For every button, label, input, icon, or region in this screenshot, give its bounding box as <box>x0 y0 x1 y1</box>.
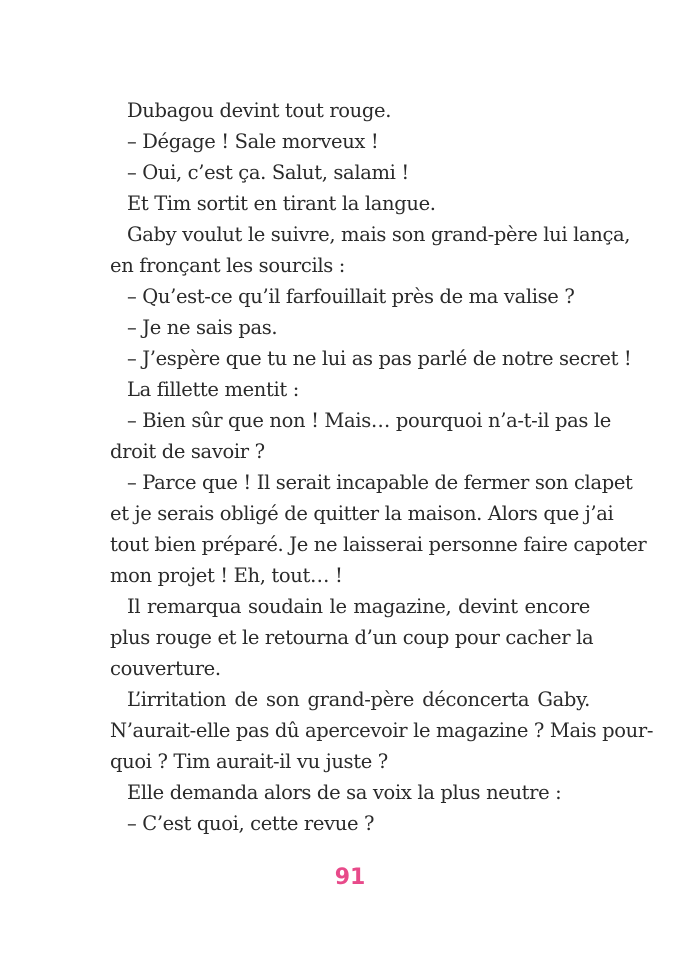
text-line: – Parce que ! Il serait incapable de fermer son clapet <box>127 471 633 494</box>
text-line: Elle demanda alors de sa voix la plus neutre : <box>127 781 562 804</box>
text-line: – Bien sûr que non ! Mais… pourquoi n’a-t-il pas le <box>127 409 611 432</box>
text-line: quoi ? Tim aurait-il vu juste ? <box>110 750 388 773</box>
text-line: Et Tim sortit en tirant la langue. <box>127 192 436 215</box>
text-line: Gaby voulut le suivre, mais son grand-père lui lança, <box>127 223 631 246</box>
text-line: en fronçant les sourcils : <box>110 254 345 277</box>
text-line: N’aurait-elle pas dû apercevoir le magazine ? Mais pour- <box>110 719 654 742</box>
text-line: La fillette mentit : <box>127 378 299 401</box>
text-line: – Dégage ! Sale morveux ! <box>127 130 379 153</box>
text-line: – C’est quoi, cette revue ? <box>127 812 375 835</box>
text-line: mon projet ! Eh, tout… ! <box>110 564 343 587</box>
text-line: Dubagou devint tout rouge. <box>127 99 392 122</box>
text-line: tout bien préparé. Je ne laisserai personne faire capoter <box>110 533 647 556</box>
text-line: Il remarqua soudain le magazine, devint encore <box>127 595 590 618</box>
page-number: 91 <box>334 865 366 890</box>
text-line: – Oui, c’est ça. Salut, salami ! <box>127 161 409 184</box>
text-line: couverture. <box>110 657 221 680</box>
text-line: et je serais obligé de quitter la maison. Alors que j’ai <box>110 502 614 525</box>
text-line: droit de savoir ? <box>110 440 265 463</box>
text-line: – Qu’est-ce qu’il farfouillait près de ma valise ? <box>127 285 575 308</box>
text-line: plus rouge et le retourna d’un coup pour cacher la <box>110 626 594 649</box>
text-line: L’irritation de son grand-père déconcerta Gaby. <box>127 688 590 711</box>
text-line: – J’espère que tu ne lui as pas parlé de notre secret ! <box>127 347 632 370</box>
text-line: – Je ne sais pas. <box>127 316 278 339</box>
